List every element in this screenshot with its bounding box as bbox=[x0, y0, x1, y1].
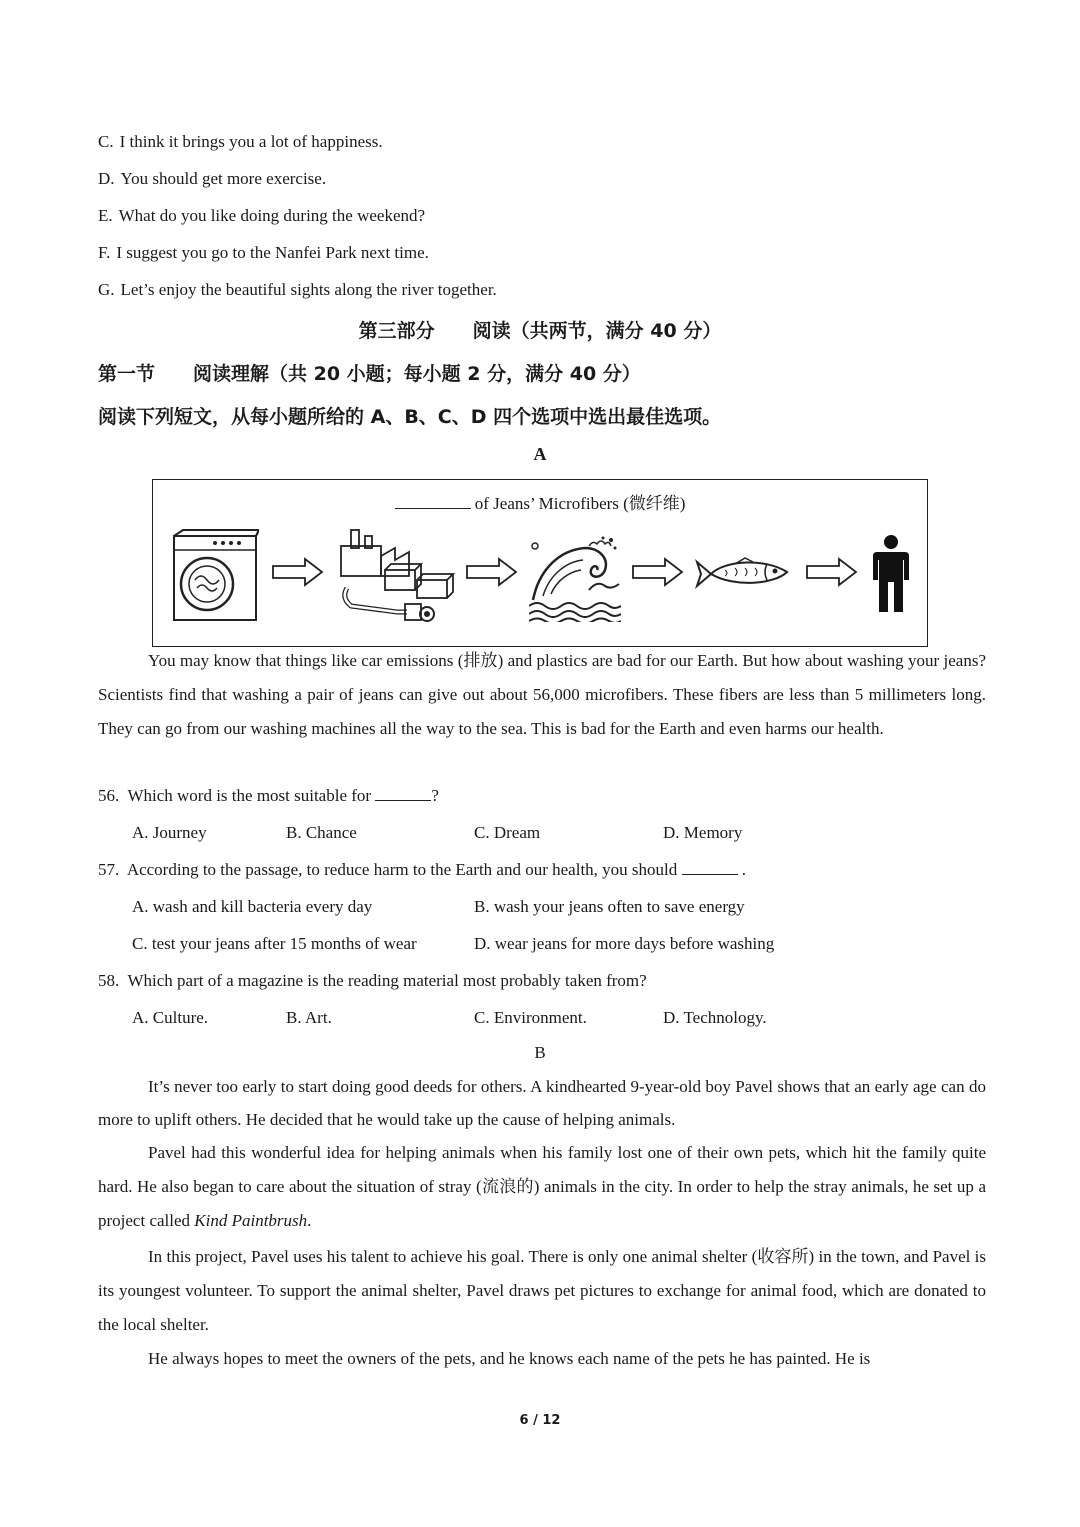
factory-icon bbox=[337, 526, 457, 626]
q56-choice-a: A. Journey bbox=[132, 823, 207, 842]
option-c: C. I think it brings you a lot of happiness. bbox=[98, 132, 383, 151]
figure-caption: of Jeans’ Microfibers (微纤维) bbox=[153, 489, 927, 514]
arrow-icon bbox=[631, 556, 685, 588]
q57-choice-c: C. test your jeans after 15 months of wear bbox=[132, 934, 417, 953]
question-58: 58. Which part of a magazine is the reading material most probably taken from? bbox=[98, 971, 647, 990]
passage-a-paragraph: You may know that things like car emissions (排放) and plastics are bad for our Earth. But how about washing your jeans? Scientists find that washing a pair of jeans can give out about 56,000 microfibers. These fibers are less than 5 millimeters long. They can go from our washing machines all the way to the sea. This is bad for the Earth and even harms our health. bbox=[98, 651, 986, 738]
section-heading: 第一节 阅读理解（共 20 小题；每小题 2 分，满分 40 分） bbox=[98, 363, 641, 385]
option-g: G. Let’s enjoy the beautiful sights along the river together. bbox=[98, 280, 497, 299]
answer-blank bbox=[375, 786, 431, 801]
q58-choice-d: D. Technology. bbox=[663, 1008, 767, 1027]
part-heading: 第三部分 阅读（共两节，满分 40 分） bbox=[358, 320, 722, 342]
arrow-icon bbox=[465, 556, 519, 588]
caption-blank bbox=[395, 494, 471, 509]
washing-machine-icon bbox=[171, 528, 259, 622]
q56-choice-d: D. Memory bbox=[663, 823, 743, 842]
question-56: 56. Which word is the most suitable for ? bbox=[98, 786, 439, 805]
q58-choice-c: C. Environment. bbox=[474, 1008, 587, 1027]
arrow-icon bbox=[805, 556, 859, 588]
page-number: 6 / 12 bbox=[519, 1413, 561, 1428]
q57-choice-b: B. wash your jeans often to save energy bbox=[474, 897, 745, 916]
passage-a-label: A bbox=[533, 444, 547, 464]
fish-icon bbox=[695, 554, 791, 594]
instruction: 阅读下列短文，从每小题所给的 A、B、C、D 四个选项中选出最佳选项。 bbox=[98, 406, 722, 428]
ocean-wave-icon bbox=[529, 530, 621, 622]
option-d: D. You should get more exercise. bbox=[98, 169, 327, 188]
passage-b-paragraph-3: In this project, Pavel uses his talent to achieve his goal. There is only one animal shelter (收容所) in the town, and Pavel is its youngest volunteer. To support the animal shelter, Pavel draws pet pictures to exchange for animal food, which are donated to the local shelter. bbox=[98, 1247, 986, 1334]
project-title: Kind Paintbrush bbox=[194, 1211, 308, 1230]
option-f: F. I suggest you go to the Nanfei Park next time. bbox=[98, 243, 429, 262]
q57-choice-a: A. wash and kill bacteria every day bbox=[132, 897, 373, 916]
answer-blank bbox=[682, 860, 738, 875]
microfiber-figure bbox=[152, 479, 928, 647]
q58-choice-a: A. Culture. bbox=[132, 1008, 209, 1027]
q58-choice-b: B. Art. bbox=[286, 1008, 332, 1027]
q57-choice-d: D. wear jeans for more days before washing bbox=[474, 934, 775, 953]
passage-b-paragraph-2: Pavel had this wonderful idea for helping animals when his family lost one of their own pets, which hit the family quite hard. He also began to care about the situation of stray (流浪的) animals in the city. In order to help the stray animals, he set up a project called Kind Paintbrush. bbox=[98, 1143, 986, 1230]
passage-b-paragraph-1: It’s never too early to start doing good deeds for others. A kindhearted 9-year-old boy Pavel shows that an early age can do more to uplift others. He decided that he would take up the cause of helping animals. bbox=[98, 1077, 986, 1129]
question-57: 57. According to the passage, to reduce harm to the Earth and our health, you should . bbox=[98, 860, 747, 879]
q56-choice-b: B. Chance bbox=[286, 823, 357, 842]
passage-b-label: B bbox=[534, 1043, 546, 1062]
person-icon bbox=[869, 534, 913, 614]
q56-choice-c: C. Dream bbox=[474, 823, 541, 842]
arrow-icon bbox=[271, 556, 325, 588]
passage-b-paragraph-4: He always hopes to meet the owners of the pets, and he knows each name of the pets he has painted. He is bbox=[148, 1349, 871, 1368]
option-e: E. What do you like doing during the weekend? bbox=[98, 206, 426, 225]
